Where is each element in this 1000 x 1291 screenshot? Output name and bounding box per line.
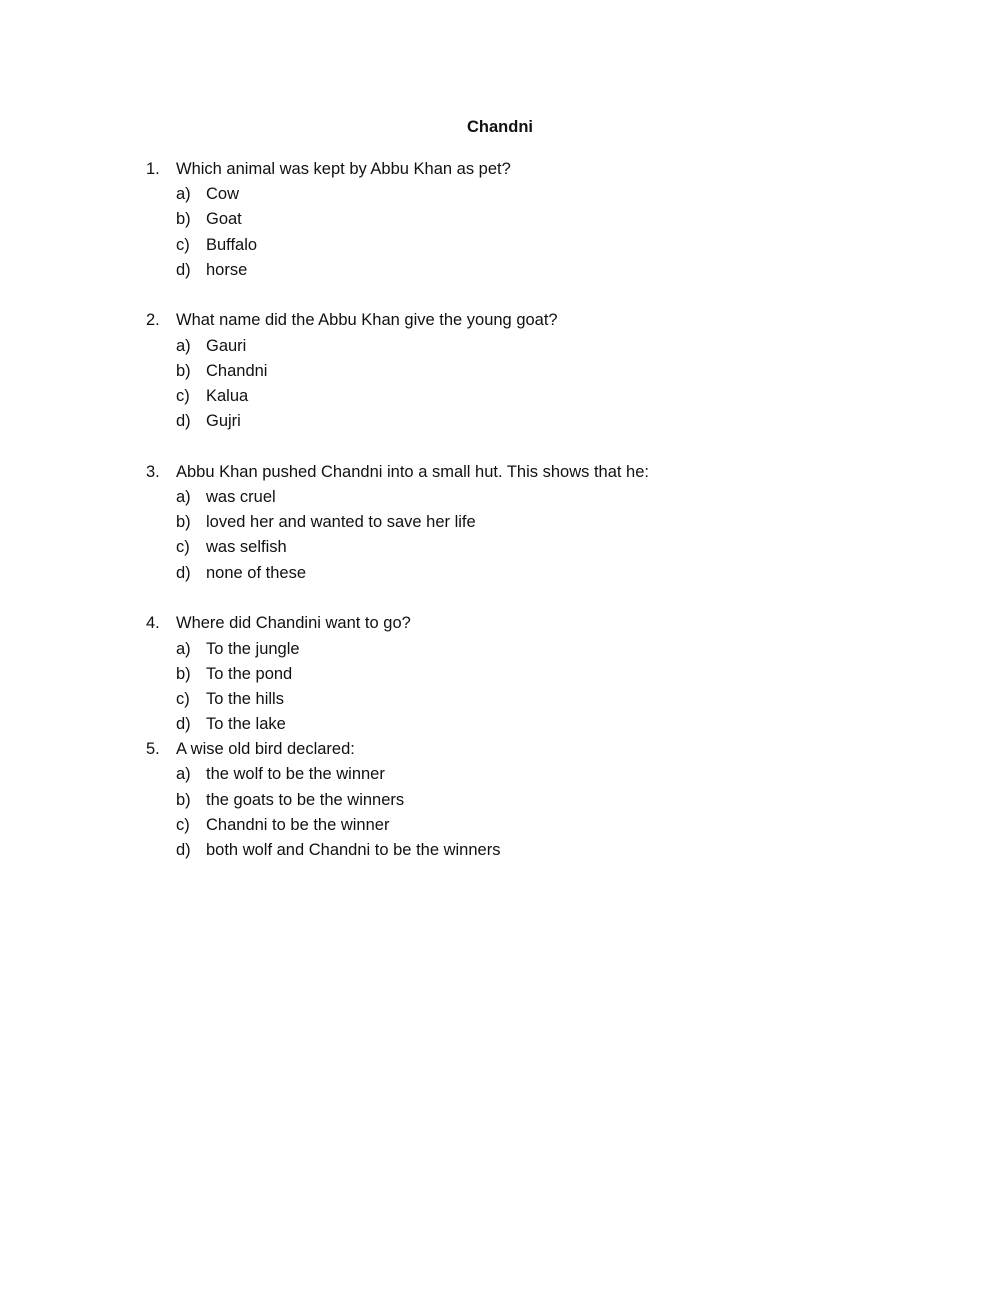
question-text: A wise old bird declared: (176, 740, 355, 759)
option-b (146, 663, 866, 688)
option-a (146, 638, 866, 663)
option-text: none of these (206, 563, 306, 582)
option-letter: d) (176, 260, 191, 279)
question-text: Which animal was kept by Abbu Khan as pet? (176, 160, 511, 178)
option-text: Cow (206, 185, 240, 204)
option-text: the wolf to be the winner (206, 765, 385, 784)
option-letter: a) (176, 185, 191, 204)
question-4 (146, 612, 866, 738)
option-letter: c) (176, 235, 190, 254)
option-text: horse (206, 260, 248, 279)
question-1 (146, 158, 866, 284)
option-letter: c) (176, 689, 190, 708)
option-b (146, 208, 866, 233)
question-line (146, 309, 866, 334)
question-number: 4. (146, 614, 160, 633)
question-number: 3. (146, 462, 160, 481)
option-text: Goat (206, 210, 242, 229)
option-d (146, 410, 866, 435)
option-letter: b) (176, 210, 191, 229)
question-3 (146, 461, 866, 587)
question-text: Abbu Khan pushed Chandni into a small hut. This shows that he: (176, 462, 649, 481)
question-number: 2. (146, 311, 160, 330)
option-b (146, 360, 866, 385)
option-c (146, 385, 866, 410)
option-text: Buffalo (206, 235, 258, 254)
option-text: the goats to be the winners (206, 790, 405, 809)
option-letter: b) (176, 361, 191, 380)
option-letter: d) (176, 563, 191, 582)
question-line (146, 461, 866, 486)
option-d (146, 562, 866, 587)
option-text: was cruel (206, 488, 276, 507)
option-letter: c) (176, 387, 190, 405)
option-text: To the hills (206, 689, 284, 708)
question-text: What name did the Abbu Khan give the young goat? (176, 311, 558, 330)
option-text: both wolf and Chandni to be the winners (206, 841, 501, 859)
option-b (146, 511, 866, 536)
option-letter: b) (176, 513, 191, 532)
option-c (146, 536, 866, 561)
question-number: 5. (146, 740, 160, 759)
option-letter: a) (176, 765, 191, 784)
option-d (146, 259, 866, 284)
option-a (146, 486, 866, 511)
option-text: To the jungle (206, 639, 300, 658)
option-c (146, 688, 866, 713)
option-letter: a) (176, 488, 191, 507)
option-text: Chandni (206, 361, 268, 380)
option-a (146, 335, 866, 360)
option-a (146, 183, 866, 208)
question-number: 1. (146, 160, 160, 178)
option-letter: b) (176, 790, 191, 809)
option-text: Kalua (206, 387, 249, 405)
option-letter: a) (176, 639, 191, 658)
option-c (146, 234, 866, 259)
option-b (146, 789, 866, 814)
option-text: Chandni to be the winner (206, 815, 390, 834)
option-d (146, 839, 866, 864)
question-line (146, 612, 866, 637)
option-text: To the lake (206, 715, 286, 734)
option-letter: a) (176, 336, 191, 355)
question-list (146, 158, 866, 864)
option-d (146, 713, 866, 738)
option-letter: d) (176, 715, 191, 734)
question-2 (146, 309, 866, 435)
question-5 (146, 738, 866, 864)
question-text: Where did Chandini want to go? (176, 614, 411, 633)
option-letter: c) (176, 815, 190, 834)
option-letter: d) (176, 841, 191, 859)
option-letter: b) (176, 664, 191, 683)
option-text: Gauri (206, 336, 247, 355)
option-text: To the pond (206, 664, 293, 683)
option-text: was selfish (206, 538, 287, 557)
question-line (146, 158, 866, 183)
option-a (146, 763, 866, 788)
option-letter: d) (176, 412, 191, 431)
page-title: Chandni (467, 118, 533, 136)
option-c (146, 814, 866, 839)
option-text: Gujri (206, 412, 241, 431)
option-text: loved her and wanted to save her life (206, 513, 476, 532)
question-line (146, 738, 866, 763)
option-letter: c) (176, 538, 190, 557)
